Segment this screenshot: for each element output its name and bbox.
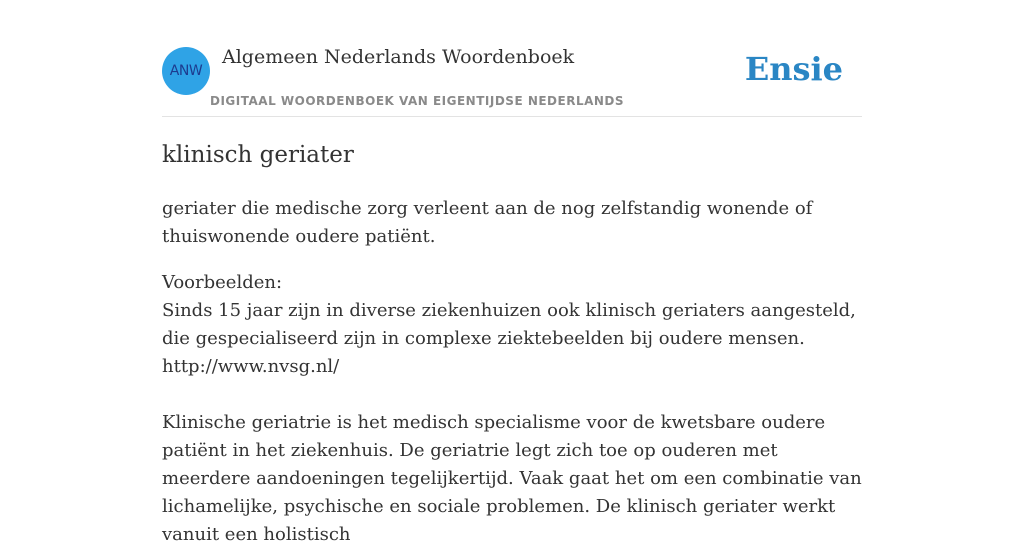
- example-source-link[interactable]: http://www.nvsg.nl/: [162, 356, 340, 377]
- entry-content: [162, 195, 862, 549]
- site-title[interactable]: Algemeen Nederlands Woordenboek: [222, 46, 575, 68]
- anw-logo[interactable]: [162, 47, 210, 95]
- site-header: [162, 0, 862, 117]
- examples-label: Voorbeelden:: [162, 272, 283, 293]
- page: [162, 0, 862, 549]
- examples-section: [162, 269, 862, 549]
- page-title: klinisch geriater: [162, 142, 354, 168]
- ensie-brand-link[interactable]: Ensie: [744, 50, 843, 88]
- example-text-1: Sinds 15 jaar zijn in diverse ziekenhuizen ook klinisch geriaters aangesteld, die gespecialiseerd zijn in complexe ziektebeelden bij oudere mensen.: [162, 300, 856, 349]
- site-subtitle: DIGITAAL WOORDENBOEK VAN EIGENTIJDSE NEDERLANDS: [210, 94, 625, 108]
- example-text-2: Klinische geriatrie is het medisch specialisme voor de kwetsbare oudere patiënt in het ziekenhuis. De geriatrie legt zich toe op ouderen met meerdere aandoeningen tegelijkertijd. Vaak gaat het om een combinatie van lichamelijke, psychische en sociale problemen. De klinisch geriater werkt vanuit een holistisch: [162, 412, 862, 545]
- logo-text: ANW: [169, 63, 203, 79]
- example-spacer: [162, 381, 862, 409]
- definition-text: geriater die medische zorg verleent aan de nog zelfstandig wonende of thuiswonende oudere patiënt.: [162, 198, 813, 247]
